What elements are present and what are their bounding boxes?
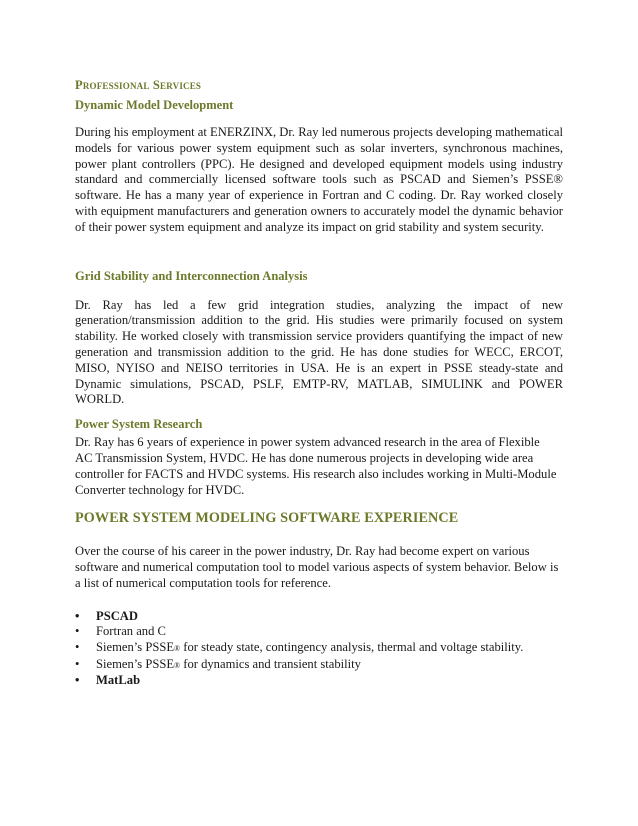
power-research-line: AC Transmission System, HVDC. He has done numerous projects in developing wide area	[75, 450, 534, 465]
registered-mark: ®	[174, 643, 181, 653]
list-item: • PSCAD	[75, 609, 563, 625]
software-experience-heading: POWER SYSTEM MODELING SOFTWARE EXPERIENCE	[75, 510, 459, 527]
professional-services-heading: Professional Services	[75, 78, 202, 92]
software-intro-line: software and numerical computation tool to model various aspects of system behavior. Below is	[75, 560, 559, 575]
software-tool-list	[75, 609, 563, 689]
software-intro-line: a list of numerical computation tools for reference.	[75, 575, 331, 590]
power-research-line: controller for FACTS and HVDC systems. His research also includes working in Multi-Module	[75, 466, 557, 481]
power-research-line: Dr. Ray has 6 years of experience in power system advanced research in the area of Flexible	[75, 435, 540, 450]
power-research-paragraph	[75, 435, 563, 498]
list-item: • Siemen’s PSSE® for steady state, contingency analysis, thermal and voltage stability.	[75, 640, 563, 657]
list-item: • MatLab	[75, 673, 563, 689]
document-page	[75, 72, 563, 689]
power-research-line: Converter technology for HVDC.	[75, 482, 245, 497]
grid-stability-paragraph: Dr. Ray has led a few grid integration studies, analyzing the impact of new generation/transmission addition to the grid. His studies were primarily focused on system stability. He worked closely with transmission service providers quantifying the impact of new generation and transmission addition to the grid. He has done studies for WECC, ERCOT, MISO, NYISO and NEISO territories in USA. He is an expert in PSSE steady-state and Dynamic simulations, PSCAD, PSLF, EMTP-RV, MATLAB, SIMULINK and POWER WORLD.	[75, 297, 563, 407]
dynamic-model-paragraph: During his employment at ENERZINX, Dr. Ray led numerous projects developing mathematical models for various power system equipment such as solar inverters, synchronous machines, power plant controllers (PPC). He designed and developed equipment models using industry standard and commercially licensed software tools such as PSCAD and Siemen’s PSSE® software. He has a many year of experience in Fortran and C coding. Dr. Ray worked closely with equipment manufacturers and generation owners to accurately model the dynamic behavior of their power system equipment and analyze its impact on grid stability and system security.	[75, 125, 563, 234]
power-research-heading: Power System Research	[75, 417, 203, 432]
software-intro-line: Over the course of his career in the power industry, Dr. Ray had become expert on various	[75, 544, 530, 559]
registered-mark: ®	[174, 660, 181, 670]
software-intro-paragraph	[75, 544, 563, 591]
list-item: • Fortran and C	[75, 624, 563, 640]
dynamic-model-heading: Dynamic Model Development	[75, 98, 234, 112]
grid-stability-heading: Grid Stability and Interconnection Analysis	[75, 268, 308, 283]
list-item: • Siemen’s PSSE® for dynamics and transient stability	[75, 657, 563, 674]
